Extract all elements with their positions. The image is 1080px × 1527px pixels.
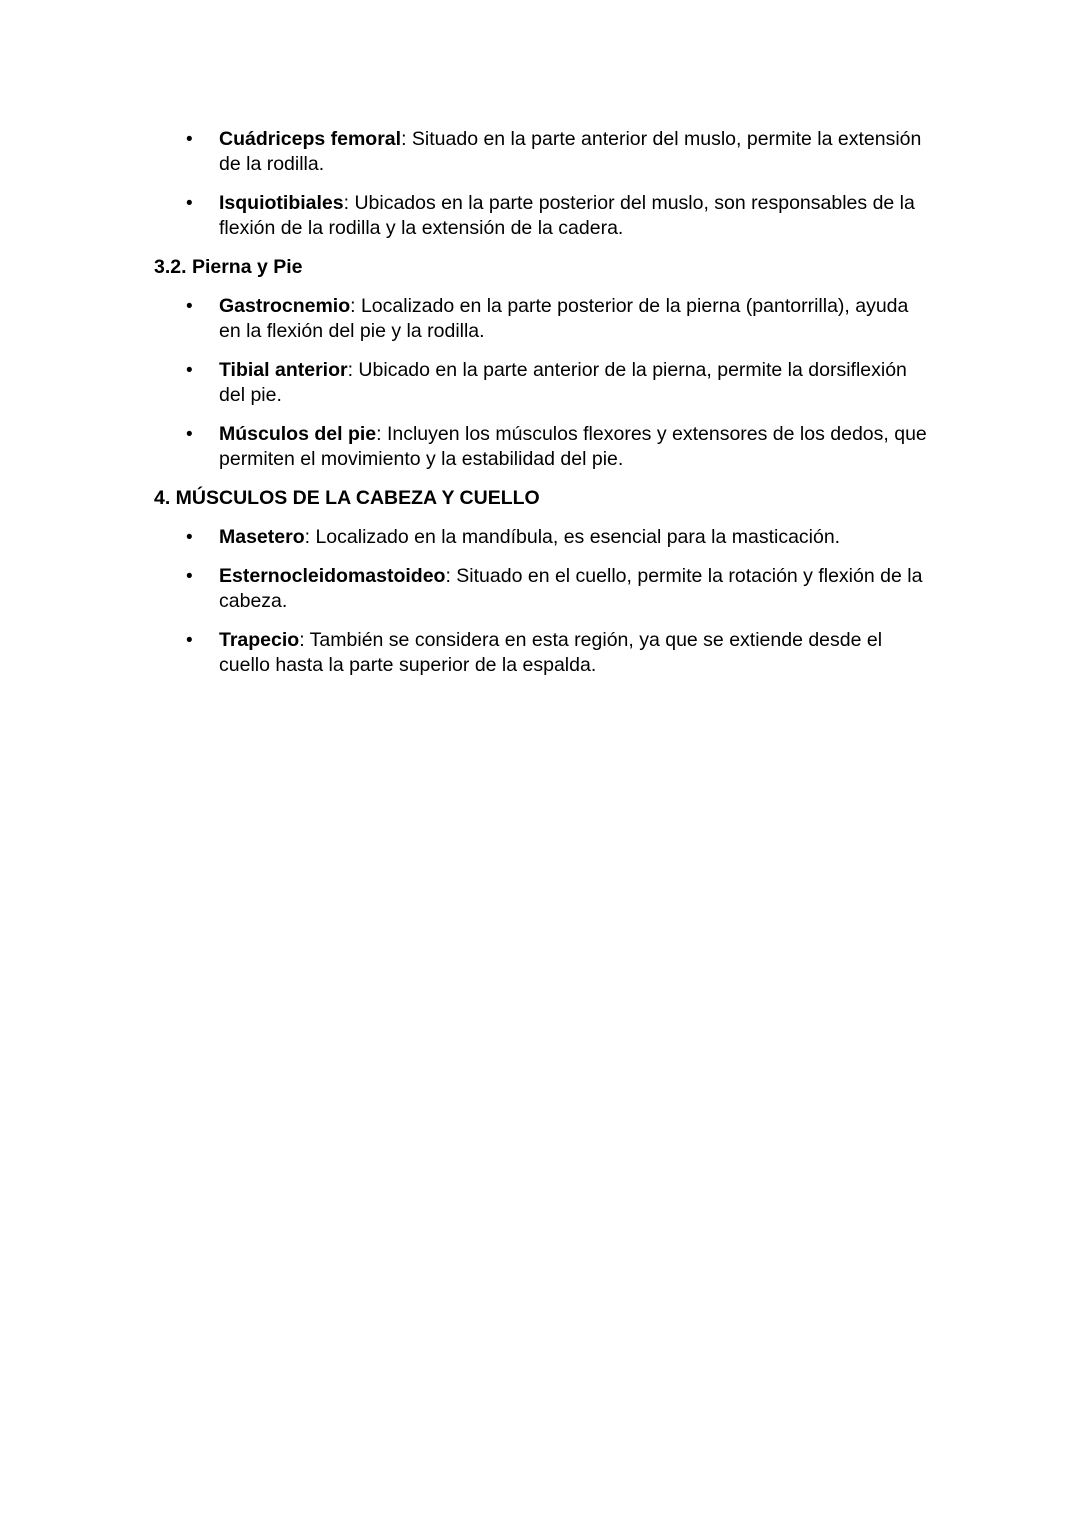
list-item-description: : Localizado en la mandíbula, es esencial para la masticación. (304, 526, 841, 548)
list-item-term: Esternocleidomastoideo (219, 565, 446, 587)
list-item-term: Cuádriceps femoral (219, 128, 402, 150)
list-item (186, 564, 934, 614)
muscle-list-head-neck (154, 525, 934, 678)
bullet-icon: • (186, 566, 193, 587)
muscle-list-leg-foot (154, 294, 934, 472)
document-body (154, 127, 934, 692)
list-item (186, 294, 934, 344)
list-item-term: Trapecio (219, 629, 300, 651)
list-item-description: : Ubicados en la parte posterior del muslo, son responsables de la flexión de la rodilla y la extensión de la cadera. (219, 192, 915, 239)
section-heading-pierna-y-pie: 3.2. Pierna y Pie (154, 256, 303, 278)
bullet-icon: • (186, 527, 193, 548)
list-item-description: : Localizado en la parte posterior de la pierna (pantorrilla), ayuda en la flexión del pie y la rodilla. (219, 295, 909, 342)
bullet-icon: • (186, 424, 193, 445)
bullet-icon: • (186, 193, 193, 214)
list-item (186, 191, 934, 241)
bullet-icon: • (186, 129, 193, 150)
list-item (186, 525, 934, 550)
list-item-description: : Incluyen los músculos flexores y extensores de los dedos, que permiten el movimiento y la estabilidad del pie. (219, 423, 927, 470)
list-item-term: Isquiotibiales (219, 192, 344, 214)
bullet-icon: • (186, 296, 193, 317)
section-heading-cabeza-y-cuello: 4. MÚSCULOS DE LA CABEZA Y CUELLO (154, 487, 540, 509)
list-item (186, 422, 934, 472)
list-item-term: Masetero (219, 526, 305, 548)
list-item-term: Tibial anterior (219, 359, 348, 381)
list-item-description: : Ubicado en la parte anterior de la pierna, permite la dorsiflexión del pie. (219, 359, 907, 406)
list-item-term: Gastrocnemio (219, 295, 351, 317)
list-item (186, 358, 934, 408)
list-item-description: : Situado en el cuello, permite la rotación y flexión de la cabeza. (219, 565, 923, 612)
list-item-description: : También se considera en esta región, ya que se extiende desde el cuello hasta la parte superior de la espalda. (219, 629, 883, 676)
muscle-list-thigh (154, 127, 934, 241)
list-item-description: : Situado en la parte anterior del muslo, permite la extensión de la rodilla. (219, 128, 922, 175)
list-item (186, 127, 934, 177)
bullet-icon: • (186, 360, 193, 381)
bullet-icon: • (186, 630, 193, 651)
list-item-term: Músculos del pie (219, 423, 377, 445)
list-item (186, 628, 934, 678)
